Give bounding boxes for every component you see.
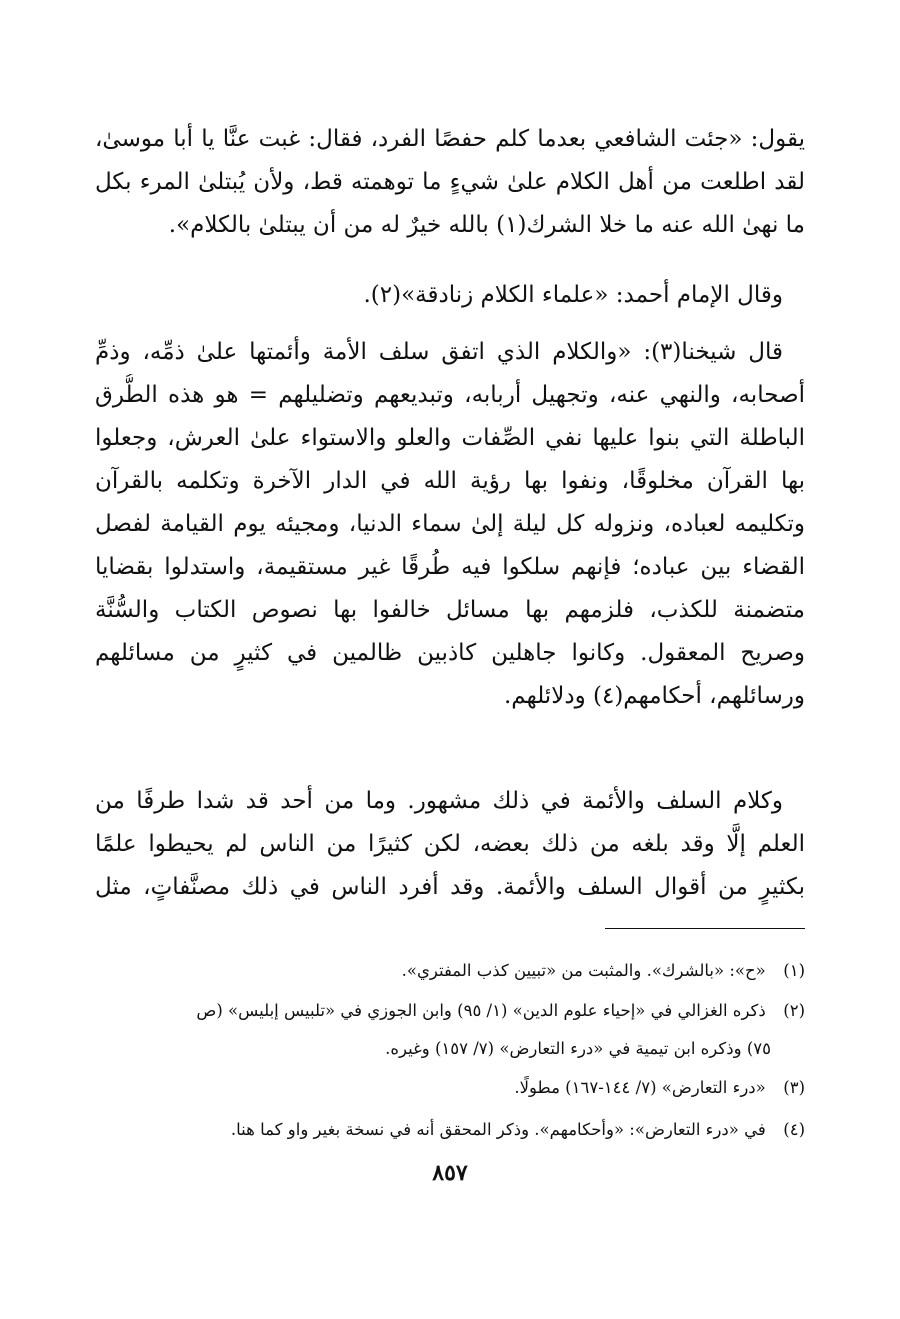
footnote-2-text-line-2: ٧٥) وذكره ابن تيمية في «درء التعارض» (٧/ ١٥٧) وغيره. — [385, 1039, 771, 1058]
footnote-2-number: (٢) — [783, 1001, 805, 1020]
paragraph-2 — [95, 274, 805, 317]
paragraph-3-line-3: الباطلة التي بنوا عليها نفي الصِّفات والعلو والاستواء علىٰ العرش، وجعلوا — [95, 425, 805, 451]
footnote-3-number: (٣) — [783, 1078, 805, 1097]
paragraph-1-line-3: ما نهىٰ الله عنه ما خلا الشرك(١) بالله خيرٌ له من أن يبتلىٰ بالكلام». — [168, 212, 805, 238]
paragraph-3 — [95, 331, 805, 718]
footnote-2-continuation — [95, 1033, 805, 1064]
footnote-4 — [95, 1114, 805, 1145]
footnote-4-text: في «درء التعارض»: «وأحكامهم». وذكر المحقق أنه في نسخة بغير واو كما هنا. — [230, 1120, 766, 1139]
paragraph-3-line-2: أصحابه، والنهي عنه، وتجهيل أربابه، وتبديعهم وتضليلهم = هو هذه الطُّرق — [95, 382, 805, 408]
paragraph-1 — [95, 118, 805, 247]
paragraph-4-line-1: وكلام السلف والأئمة في ذلك مشهور. وما من أحد قد شدا طرفًا من — [95, 788, 783, 814]
footnote-2 — [95, 995, 805, 1026]
footnote-3 — [95, 1072, 805, 1103]
page-number: ٨٥٧ — [432, 1160, 468, 1186]
paragraph-3-line-7: متضمنة للكذب، فلزمهم بها مسائل خالفوا بها نصوص الكتاب والسُّنَّة — [95, 597, 805, 623]
paragraph-4 — [95, 780, 805, 909]
footnote-2-text-line-1: ذكره الغزالي في «إحياء علوم الدين» (١/ ٩٥) وابن الجوزي في «تلبيس إبليس» (ص — [196, 1001, 766, 1020]
footnote-3-text: «درء التعارض» (٧/ ١٤٤-١٦٧) مطولًا. — [514, 1078, 766, 1097]
paragraph-3-line-6: القضاء بين عباده؛ فإنهم سلكوا فيه طُرقًا غير مستقيمة، واستدلوا بقضايا — [95, 554, 805, 580]
paragraph-4-line-2: العلم إلَّا وقد بلغه من ذلك بعضه، لكن كثيرًا من الناس لم يحيطوا علمًا — [95, 831, 805, 857]
paragraph-3-line-5: وتكليمه لعباده، ونزوله كل ليلة إلىٰ سماء الدنيا، ومجيئه يوم القيامة لفصل — [95, 511, 805, 537]
paragraph-2-line-1: وقال الإمام أحمد: «علماء الكلام زنادقة»(٢). — [363, 282, 783, 308]
paragraph-4-line-3: بكثيرٍ من أقوال السلف والأئمة. وقد أفرد الناس في ذلك مصنَّفاتٍ، مثل — [95, 874, 805, 900]
footnote-separator — [605, 928, 805, 929]
paragraph-1-line-1: يقول: «جئت الشافعي بعدما كلم حفصًا الفرد، فقال: غبت عنَّا يا أبا موسىٰ، — [95, 126, 805, 152]
footnote-1-text: «ح»: «بالشرك». والمثبت من «تبيين كذب المفتري». — [401, 961, 766, 980]
paragraph-1-line-2: لقد اطلعت من أهل الكلام علىٰ شيءٍ ما توهمته قط، ولأن يُبتلىٰ المرء بكل — [95, 169, 805, 195]
paragraph-3-line-8: وصريح المعقول. وكانوا جاهلين كاذبين ظالمين في كثيرٍ من مسائلهم — [95, 640, 805, 666]
footnote-1-number: (١) — [783, 961, 805, 980]
paragraph-3-line-4: بها القرآن مخلوقًا، ونفوا بها رؤية الله في الدار الآخرة وتكلمه بالقرآن — [95, 468, 805, 494]
footnote-1 — [95, 955, 805, 986]
footnote-4-number: (٤) — [783, 1120, 805, 1139]
paragraph-3-line-9: ورسائلهم، أحكامهم(٤) ودلائلهم. — [503, 683, 805, 709]
paragraph-3-line-1: قال شيخنا(٣): «والكلام الذي اتفق سلف الأمة وأئمتها علىٰ ذمِّه، وذمِّ — [95, 339, 783, 365]
